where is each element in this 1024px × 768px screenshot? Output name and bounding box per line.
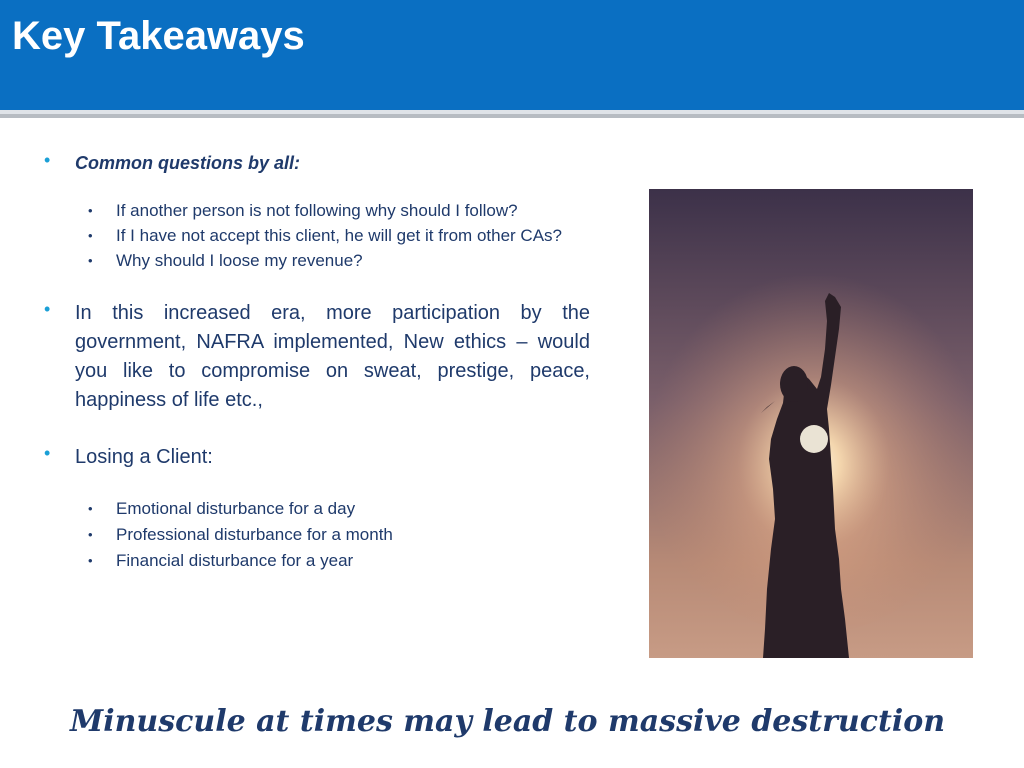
silhouette-image <box>649 189 973 658</box>
bullet-common-questions <box>40 150 590 176</box>
list-item: • Why should I loose my revenue? <box>40 248 590 273</box>
bullet-icon: • <box>44 150 51 170</box>
section-heading: Common questions by all: <box>75 153 301 173</box>
list-item: • If I have not accept this client, he will get it from other CAs? <box>40 223 590 248</box>
header-divider-shadow <box>0 114 1024 118</box>
bullet-icon: • <box>88 203 93 218</box>
bullet-icon: • <box>44 443 51 463</box>
bullet-icon: • <box>44 299 51 319</box>
list-item: • Financial disturbance for a year <box>40 548 590 574</box>
silhouette-photo <box>649 189 973 658</box>
list-item: • If another person is not following why should I follow? <box>40 198 590 223</box>
bullet-icon: • <box>88 527 93 542</box>
slide-title: Key Takeaways <box>12 14 305 58</box>
list-item: • Emotional disturbance for a day <box>40 496 590 522</box>
list-item: • Professional disturbance for a month <box>40 522 590 548</box>
header-bar <box>0 0 1024 110</box>
paragraph-text: In this increased era, more participation by the government, NAFRA implemented, New ethics – would you like to compromise on sweat, prestige, peace, happiness of life etc., <box>75 302 590 411</box>
bullet-era-paragraph <box>40 299 590 415</box>
takeaway-quote: Minuscule at times may lead to massive destruction <box>70 704 946 739</box>
content-area <box>40 150 590 574</box>
bullet-icon: • <box>88 253 93 268</box>
bullet-icon: • <box>88 228 93 243</box>
section-heading: Losing a Client: <box>75 446 213 468</box>
bullet-losing-client <box>40 443 590 472</box>
bullet-icon: • <box>88 501 93 516</box>
bullet-icon: • <box>88 553 93 568</box>
